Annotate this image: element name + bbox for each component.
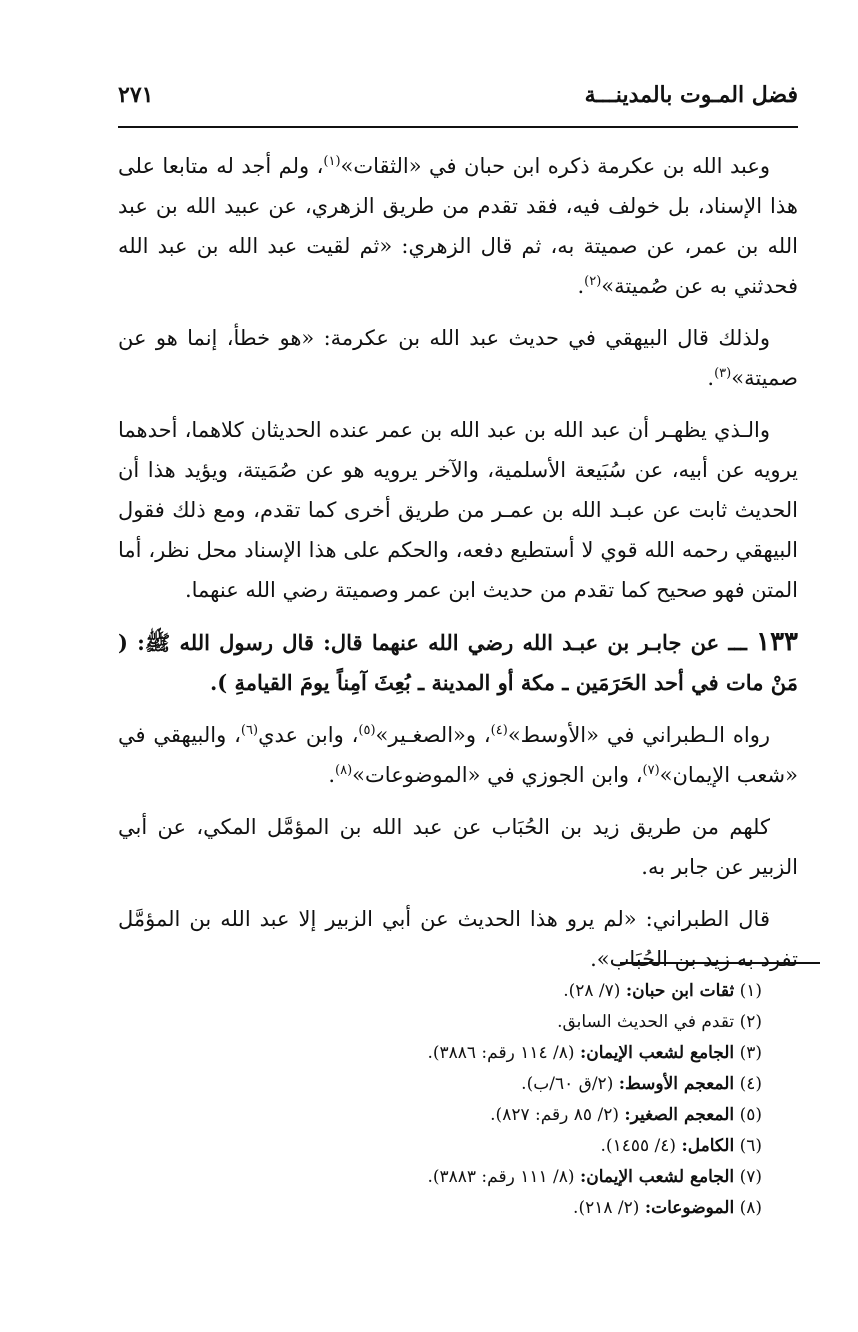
paragraph-5: كلهم من طريق زيد بن الحُبَاب عن عبد الله بن المؤمَّل المكي، عن أبي الزبير عن جابر به. (118, 815, 798, 879)
page-number: ٢٧١ (118, 82, 154, 108)
footnote-6: (٦) الكامل: (٤/ ١٤٥٥). (600, 1136, 762, 1156)
footnote-ref-5: (٥) (358, 723, 376, 738)
footnote-2: (٢) تقدم في الحديث السابق. (557, 1012, 762, 1032)
footnote-ref-3: (٣) (714, 366, 732, 381)
paragraph-2: ولذلك قال البيهقي في حديث عبد الله بن عكرمة: «هو خطأ، إنما هو عن صميتة»$^{(٣)}$. (118, 326, 798, 390)
hadith-text: ـــ عن جابـر بن عبـد الله رضي الله عنهما قال: قال رسول الله ﷺ: ( مَنْ مات في أحد الحَرَمَين ـ مكة أو المدينة ـ بُعِثَ آمِناً يومَ القيامةِ ). (118, 630, 798, 695)
paragraph-1: وعبد الله بن عكرمة ذكره ابن حبان في «الثقات»$^{(١)}$، ولم أجد له متابعا على هذا الإسناد، بل خولف فيه، فقد تقدم من طريق الزهري، عن عبيد الله بن عبد الله بن عمر، عن صميتة به، ثم قال الزهري: «ثم لقيت عبد الله بن عبد الله فحدثني به عن صُميتة»$^{(٢)}$. (118, 154, 798, 298)
paragraph-4: رواه الـطبراني في «الأوسط»$^{(٤)}$، و«الصغـير»$^{(٥)}$، وابن عدي$^{(٦)}$، والبيهقي في «شعب الإيمان»$^{(٧)}$، وابن الجوزي في «الموضوعات»$^{(٨)}$. (118, 723, 798, 787)
paragraph-6: قال الطبراني: «لم يرو هذا الحديث عن أبي الزبير إلا عبد الله بن المؤمَّل تفرد به زيد بن الحُبَاب». (118, 907, 798, 971)
footnote-ref-2: (٢) (584, 274, 602, 289)
footnote-ref-6: (٦) (240, 723, 259, 738)
footnote-4: (٤) المعجم الأوسط: (٢/ق ٦٠/ب). (521, 1074, 762, 1094)
footnote-1: (١) ثقات ابن حبان: (٧/ ٢٨). (563, 981, 762, 1001)
footnote-ref-4: (٤) (490, 723, 508, 738)
footnote-ref-1: (١) (323, 154, 341, 169)
footnote-rule (620, 962, 820, 964)
paragraph-3: والـذي يظهـر أن عبد الله بن عبد الله بن عمر عنده الحديثان كلاهما، أحدهما يرويه عن أبيه، عن سُبَيعة الأسلمية، والآخر يرويه هو عن صُمَيتة، ويؤيد هذا أن الحديث ثابت عن عبـد الله بن عمـر من طريق أخرى كما تقدم، ومع ذلك فقول البيهقي رحمه الله قوي لا أستطيع دفعه، والحكم على هذا الإسناد محل نظر، أما المتن فهو صحيح كما تقدم من حديث ابن عمر وصميتة رضي الله عنهما. (118, 418, 798, 602)
footnote-ref-8: (٨) (335, 763, 353, 778)
footnote-5: (٥) المعجم الصغير: (٢/ ٨٥ رقم: ٨٢٧). (490, 1105, 762, 1125)
page-header (118, 82, 798, 122)
footnote-8: (٨) الموضوعات: (٢/ ٢١٨). (573, 1198, 762, 1218)
hadith-133 (118, 622, 798, 703)
footnote-ref-7: (٧) (642, 763, 660, 778)
footnotes (118, 976, 762, 1224)
running-title: فضل المـوت بالمدينـــة (584, 82, 798, 108)
hadith-number: ١٣٣ (756, 627, 799, 657)
header-rule (118, 126, 798, 128)
footnote-3: (٣) الجامع لشعب الإيمان: (٨/ ١١٤ رقم: ٣٨٨٦). (427, 1043, 762, 1063)
main-text (118, 146, 798, 991)
footnote-7: (٧) الجامع لشعب الإيمان: (٨/ ١١١ رقم: ٣٨٨٣). (427, 1167, 762, 1187)
